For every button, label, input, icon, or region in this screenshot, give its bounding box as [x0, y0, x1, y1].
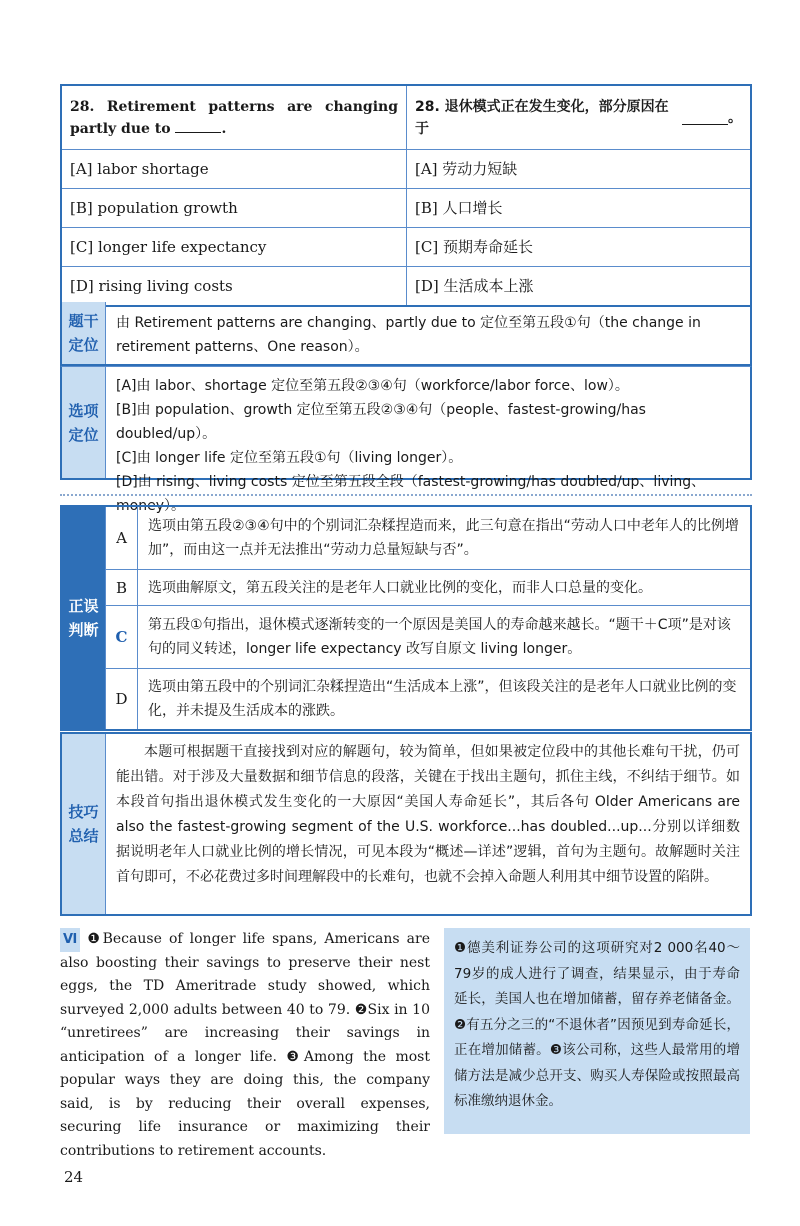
option-en: [D] rising living costs	[70, 277, 233, 295]
question-header-row	[62, 86, 750, 149]
judgement-letter-correct: C	[106, 606, 138, 668]
judgement-letter: A	[106, 507, 138, 569]
judgement-text: 选项由第五段②③④句中的个别词汇杂糅捏造而来，此三句意在指出“劳动人口中老年人的比例增加”，而由这一点并无法推出“劳动力总量短缺与否”。	[148, 518, 739, 559]
dotted-divider	[60, 494, 752, 496]
label-line: 选项	[68, 401, 99, 420]
option-en: [C] longer life expectancy	[70, 238, 267, 256]
judgement-section	[60, 505, 752, 731]
question-en	[62, 86, 406, 149]
question-zh-text: 28. 退休模式正在发生变化，部分原因在于	[415, 98, 669, 137]
judgement-row-c	[106, 605, 750, 668]
judgement-row-b	[106, 569, 750, 605]
label-line: 总结	[68, 827, 99, 845]
judgement-text: 第五段①句指出，退休模式逐渐转变的一个原因是美国人的寿命越来越长。“题干＋C项”是对该句的同义转述，longer life expectancy 改写自原文 living longer。	[148, 617, 731, 658]
question-zh	[406, 86, 750, 149]
label-line: 定位	[68, 336, 99, 354]
option-locate-list	[106, 367, 750, 514]
tips-text: 本题可根据题干直接找到对应的解题句，较为简单，但如果被定位段中的其他长难句干扰，仍可能出错。对于涉及大量数据和细节信息的段落，关键在于找出主题句，抓住主线，不纠结于细节。如本段首句指出退休模式发生变化的一大原因“美国人寿命延长”，其后各句 Older Americans are also the fastest-growing segment of the U.S. workforce...has doubled...up...分别以详细数据说明老年人口就业比例的增长情况，可见本段为“概述—详述”逻辑，首句为主题句。故解题时关注首句即可，不必花费过多时间理解段中的长难句，也就不会掉入命题人利用其中细节设置的陷阱。	[116, 744, 740, 885]
judgement-letter: D	[106, 669, 138, 729]
label-line: 正误	[68, 597, 99, 615]
label-line: 技巧	[68, 803, 99, 821]
option-row-a	[62, 149, 750, 188]
stem-locate-text: 由 Retirement patterns are changing、partly due to 定位至第五段①句（the change in retirement patterns、One reason）。	[116, 315, 701, 355]
stem-locate-label	[62, 302, 106, 364]
page-number: 24	[64, 1168, 84, 1186]
option-zh: [D] 生活成本上涨	[406, 267, 750, 305]
passage-paragraph	[60, 928, 430, 1163]
option-en: [A] labor shortage	[70, 160, 209, 178]
judgement-label	[62, 507, 106, 729]
option-row-c	[62, 227, 750, 266]
option-zh: [B] 人口增长	[406, 189, 750, 227]
judgement-row-d	[106, 668, 750, 729]
option-zh: [C] 预期寿命延长	[406, 228, 750, 266]
option-locate-line: [C]由 longer life 定位至第五段①句（living longer）。	[116, 450, 463, 466]
question-table	[60, 84, 752, 307]
passage-text: ❶Because of longer life spans, Americans are also boosting their savings to preserve their nest eggs, the TD Ameritrade study showed, which surveyed 2,000 adults between 40 to 79. ❷Six in 10 “unretirees” are increasing their savings in anticipation of a longer life. ❸Among the most popular ways they are doing this, the company said, is by reducing their overall expenses, securing life insurance or maximizing their contributions to retirement accounts.	[60, 931, 431, 1159]
judgement-rows	[106, 507, 750, 729]
option-locate-label	[62, 367, 106, 478]
option-locate-line: [B]由 population、growth 定位至第五段②③④句（people、fastest-growing/has doubled/up）。	[116, 402, 646, 442]
answer-blank-zh	[682, 111, 728, 125]
question-en-text: 28. Retirement patterns are changing partly due to	[70, 99, 398, 137]
option-row-d	[62, 266, 750, 305]
label-line: 定位	[68, 425, 99, 444]
option-en: [B] population growth	[70, 199, 238, 217]
judgement-row-a	[106, 507, 750, 569]
stem-locate-section	[60, 302, 752, 366]
option-locate-section	[60, 366, 752, 514]
label-line: 判断	[68, 621, 99, 639]
paragraph-number-badge: Ⅵ	[60, 928, 80, 952]
tips-label	[62, 734, 106, 914]
label-line: 题干	[68, 312, 99, 330]
judgement-text: 选项曲解原文，第五段关注的是老年人口就业比例的变化，而非人口总量的变化。	[148, 579, 652, 596]
translation-box: ❶德美利证券公司的这项研究对2 000名40～79岁的成人进行了调查，结果显示，由于寿命延长，美国人也在增加储蓄，留存养老储备金。❷有五分之三的“不退休者”因预见到寿命延长，正在增加储蓄。❸该公司称，这些人最常用的增储方法是减少总开支、购买人寿保险或按照最高标准缴纳退休金。	[444, 928, 750, 1134]
tips-section	[60, 732, 752, 916]
option-locate-line: [A]由 labor、shortage 定位至第五段②③④句（workforce/labor force、low）。	[116, 378, 629, 394]
answer-blank	[175, 119, 221, 133]
question-en-end: .	[221, 121, 227, 137]
judgement-letter: B	[106, 570, 138, 605]
option-locate-line: [D]由 rising、living costs 定位至第五段全段（fastest-growing/has doubled/up、living、money）。	[116, 474, 706, 514]
judgement-text: 选项由第五段中的个别词汇杂糅捏造出“生活成本上涨”，但该段关注的是老年人口就业比例的变化，并未提及生活成本的涨跌。	[148, 679, 737, 719]
option-row-b	[62, 188, 750, 227]
question-zh-end: 。	[728, 109, 742, 126]
option-zh: [A] 劳动力短缺	[406, 150, 750, 188]
